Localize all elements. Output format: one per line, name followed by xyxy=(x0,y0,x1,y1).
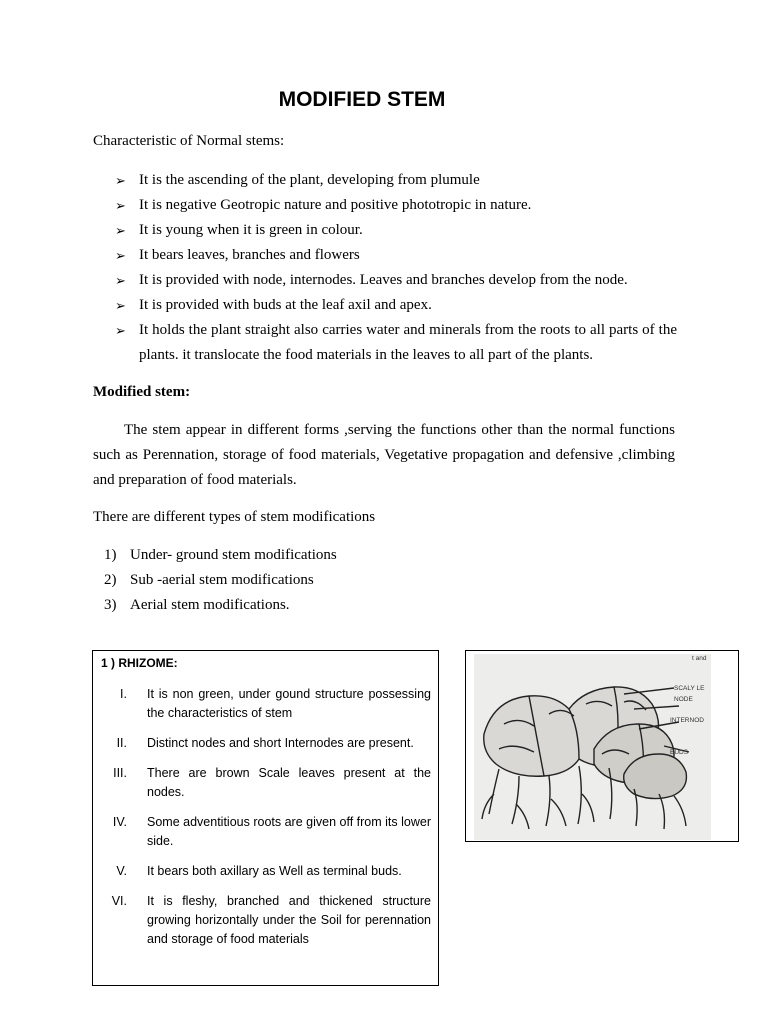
arrow-bullet-icon: ➢ xyxy=(115,248,126,263)
top-right-label: t and xyxy=(692,655,707,662)
arrow-bullet-icon: ➢ xyxy=(115,323,126,338)
list-item: 3) Aerial stem modifications. xyxy=(104,597,290,613)
list-item: VI. It is fleshy, branched and thickened structure growing horizontally under the Soil for perennation and storage of food materials xyxy=(111,894,431,946)
arrow-bullet-icon: ➢ xyxy=(115,223,126,238)
normal-stem-bullets xyxy=(112,168,677,368)
arrow-bullet-icon: ➢ xyxy=(115,198,126,213)
scaly-leaf-label: SCALY LE xyxy=(674,685,705,692)
rhizome-figure xyxy=(474,654,711,840)
modified-stem-heading: Modified stem: xyxy=(93,384,191,400)
list-item: ➢ It is the ascending of the plant, developing from plumule xyxy=(112,168,677,193)
list-item: V. It bears both axillary as Well as terminal buds. xyxy=(116,864,402,878)
node-label: NODE xyxy=(674,696,693,703)
buds-label: BUDS xyxy=(670,749,689,756)
list-item: ➢ It is provided with buds at the leaf axil and apex. xyxy=(112,293,677,318)
rhizome-box xyxy=(92,650,439,986)
list-item: ➢ It holds the plant straight also carries water and minerals from the roots to all parts of the plants. it translocate the food materials in the leaves to all part of the plants. xyxy=(112,318,677,368)
internode-label: INTERNOD xyxy=(670,717,704,724)
arrow-bullet-icon: ➢ xyxy=(115,298,126,313)
arrow-bullet-icon: ➢ xyxy=(115,173,126,188)
rhizome-drawing xyxy=(474,654,711,840)
rhizome-figure-box xyxy=(465,650,739,842)
rhizome-title: 1 ) RHIZOME: xyxy=(101,656,178,670)
list-item: ➢ It is provided with node, internodes. Leaves and branches develop from the node. xyxy=(112,268,677,293)
rhizome-points xyxy=(93,685,438,960)
list-item: II. Distinct nodes and short Internodes are present. xyxy=(116,736,414,750)
list-item: I. It is non green, under gound structure possessing the characteristics of stem xyxy=(120,687,431,720)
page-title: MODIFIED STEM xyxy=(278,88,446,111)
list-item: ➢ It is negative Geotropic nature and positive phototropic in nature. xyxy=(112,193,677,218)
arrow-bullet-icon: ➢ xyxy=(115,273,126,288)
intro-text: Characteristic of Normal stems: xyxy=(93,133,285,149)
types-intro: There are different types of stem modifications xyxy=(93,509,376,525)
list-item: ➢ It is young when it is green in colour. xyxy=(112,218,677,243)
list-item: 2) Sub -aerial stem modifications xyxy=(104,572,314,588)
list-item: 1) Under- ground stem modifications xyxy=(104,547,337,563)
list-item: ➢ It bears leaves, branches and flowers xyxy=(112,243,677,268)
list-item: IV. Some adventitious roots are given off from its lower side. xyxy=(112,815,431,848)
types-list xyxy=(104,543,337,618)
list-item: III. There are brown Scale leaves present at the nodes. xyxy=(113,766,431,799)
modified-stem-paragraph: The stem appear in different forms ,serving the functions other than the normal functions such as Perennation, storage of food materials, Vegetative propagation and defensive ,climbing and preparation of food materials. xyxy=(93,422,675,488)
